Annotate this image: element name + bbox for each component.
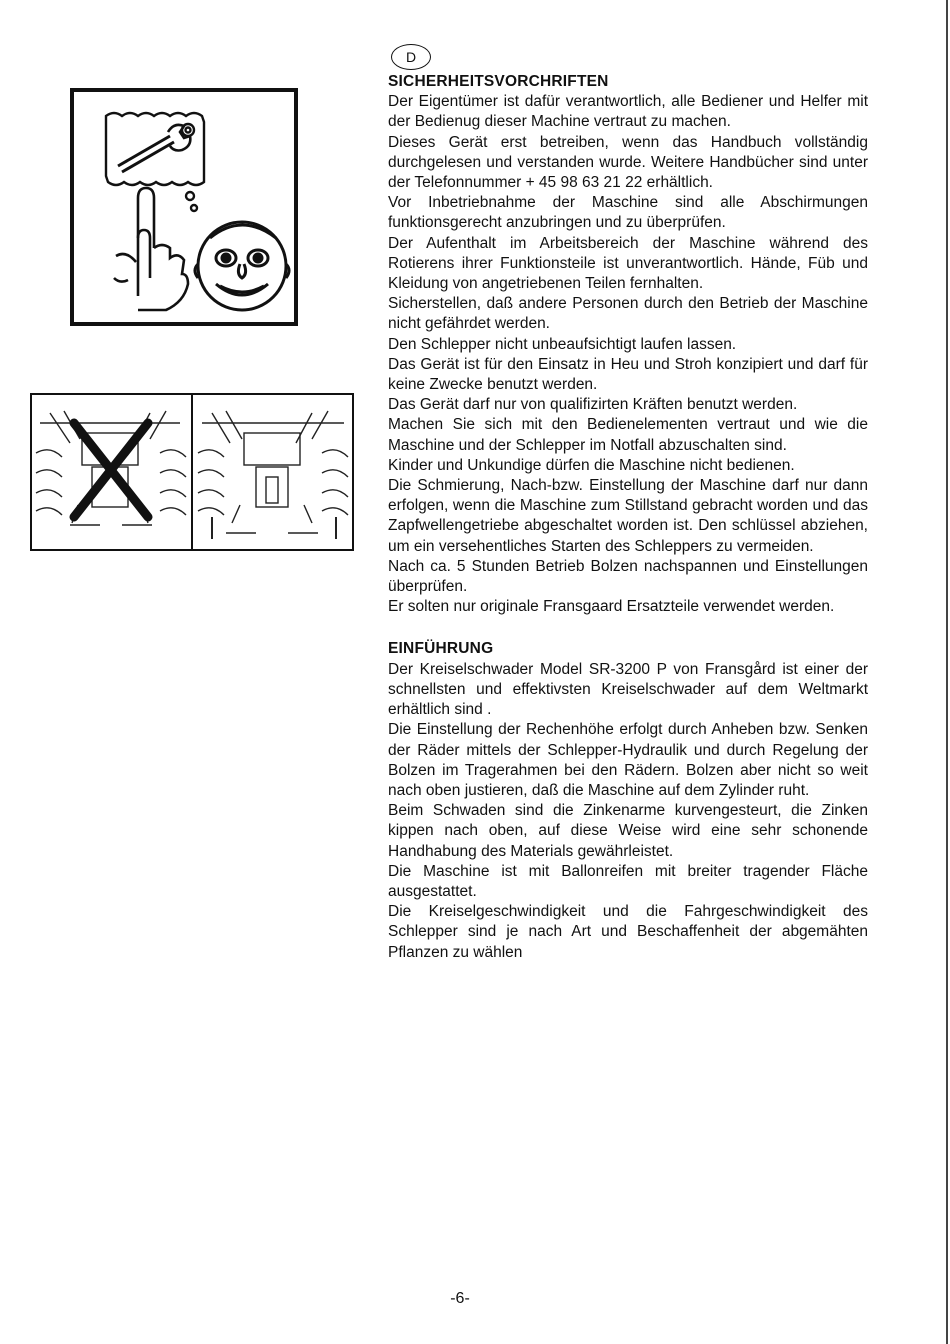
intro-heading: EINFÜHRUNG (388, 640, 494, 658)
safety-paragraph: Das Gerät ist für den Einsatz in Heu und Stroh konzipiert und darf für keine Zwecke benutzt werden. (388, 355, 868, 394)
section-gap (388, 617, 868, 639)
safety-paragraph: Nach ca. 5 Stunden Betrieb Bolzen nachspannen und Einstellungen überprüfen. (388, 557, 868, 596)
page-number: -6- (450, 1290, 470, 1307)
intro-paragraph: Die Einstellung der Rechenhöhe erfolgt durch Anheben bzw. Senken der Räder mittels der Schlepper-Hydraulik und durch Regelung der Bolzen im Tragerahmen bei den Rädern. Bolzen aber nicht so weit nach oben justieren, daß die Maschine auf dem Zylinder ruht. (388, 721, 868, 799)
safety-paragraph: Den Schlepper nicht unbeaufsichtigt laufen lassen. (388, 335, 737, 353)
rotor-warning-illustration (30, 393, 354, 551)
safety-paragraph: Vor Inbetriebnahme der Maschine sind alle Abschirmungen funktionsgerecht anzubringen und zu überprüfen. (388, 194, 868, 232)
intro-paragraph: Die Maschine ist mit Ballonreifen mit breiter tragender Fläche ausgestattet. (388, 862, 868, 900)
safety-paragraph: Der Aufenthalt im Arbeitsbereich der Maschine während des Rotierens ihrer Funktionsteile ist unverantwortlich. Hände, Füb und Kleidung von angetriebenen Teilen fernhalten. (388, 234, 868, 293)
intro-paragraph: Der Kreiselschwader Model SR-3200 P von Fransgård ist einer der schnellsten und effektivsten Kreiselschwader auf dem Weltmarkt erhältlich sind . (388, 660, 868, 719)
language-badge: D (391, 44, 431, 70)
safety-paragraph: Dieses Gerät erst betreiben, wenn das Handbuch vollständig durchgelesen und verstanden wurde. Weitere Handbücher sind unter der Telefonnummer + 45 98 63 21 22 erhältlich. (388, 133, 868, 192)
safety-paragraph: Das Gerät darf nur von qualifizirten Kräften benutzt werden. (388, 396, 798, 414)
safety-paragraph: Die Schmierung, Nach-bzw. Einstellung der Maschine darf nur dann erfolgen, wenn die Maschine zum Stillstand gebracht worden und das Zapfwellengetriebe abgeschaltet worden ist. Den schlüssel abziehen, um ein versehentliches Starten des Schleppers zu vermeiden. (388, 477, 868, 555)
safety-paragraph: Der Eigentümer ist dafür verantwortlich, alle Bediener und Helfer mit der Bedienug dieser Machine vertraut zu machen. (388, 93, 868, 131)
safety-paragraph: Sicherstellen, daß andere Personen durch den Betrieb der Maschine nicht gefährdet werden. (388, 295, 868, 333)
safety-paragraph: Machen Sie sich mit den Bedienelementen vertraut und wie die Maschine und der Schlepper im Notfall abzuschalten sind. (388, 416, 868, 454)
content-column (388, 72, 868, 963)
intro-paragraph: Beim Schwaden sind die Zinkenarme kurvengesteurt, die Zinken kippen nach oben, auf diese Weise wird eine sehr schonende Handhabung des Materials gewährleistet. (388, 802, 868, 860)
intro-paragraph: Die Kreiselgeschwindigkeit und die Fahrgeschwindigkeit des Schlepper sind je nach Art und Beschaffenheit der abgemähten Pflanzen zu wählen (388, 903, 868, 961)
safety-paragraph: Kinder und Unkundige dürfen die Maschine nicht bedienen. (388, 456, 795, 474)
safety-paragraph: Er solten nur originale Fransgaard Ersatzteile verwendet werden. (388, 598, 835, 616)
safety-pictogram (70, 88, 298, 326)
safety-heading: SICHERHEITSVORCHRIFTEN (388, 73, 609, 90)
page-edge-line (946, 0, 948, 1344)
